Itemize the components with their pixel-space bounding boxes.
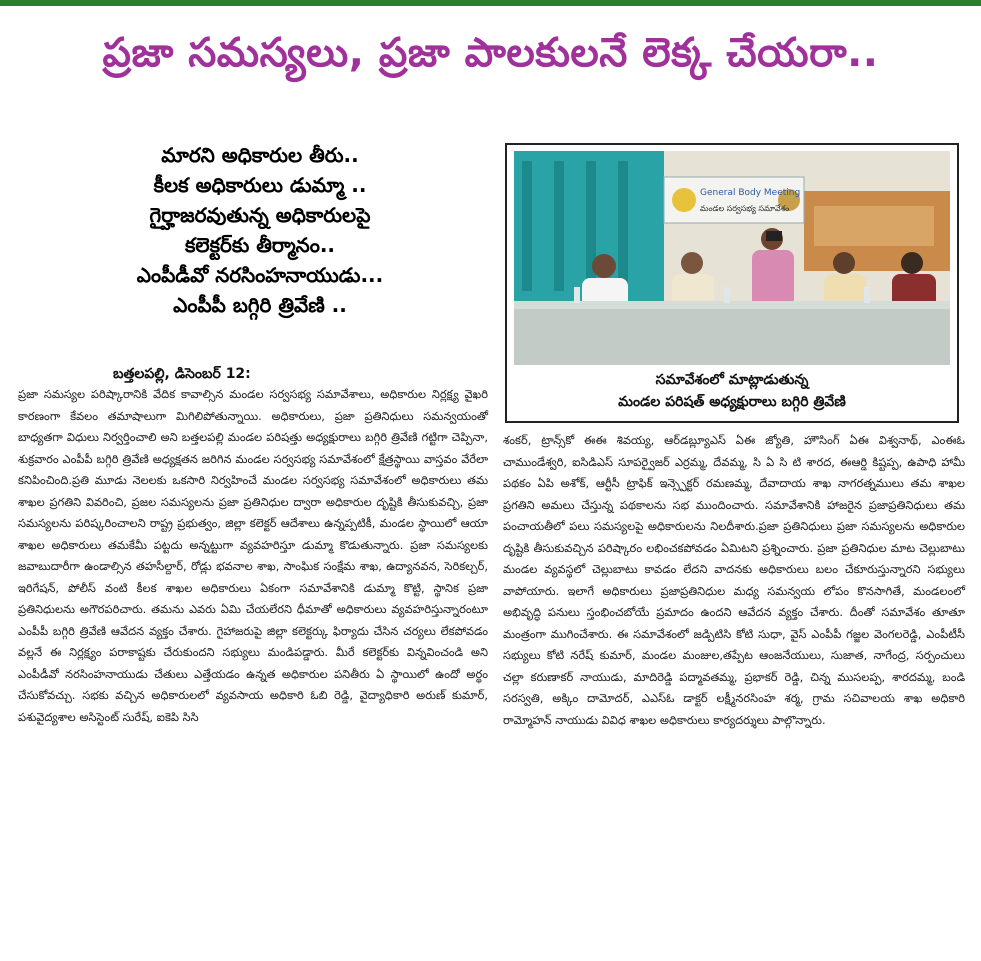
banner-title: General Body Meeting [700, 188, 801, 198]
right-column [503, 430, 965, 731]
article-body-right: శంకర్, ట్రాన్స్‌కో ఈఈ శివయ్య, ఆర్‌డబ్ల్యూఎస్ ఏఈ జ్యోతి, హౌసింగ్ ఏఈ విశ్వనాథ్, ఎంఈఓ చాముండేశ్వరి, ఐసిడిఎస్ సూపర్వైజర్ ఎర్రమ్మ, దేవమ్మ, సి ఏ సి టి శారద, ఈఆర్డి కిష్టప్ప, ఉపాధి హామీ పథకం ఏపి అశోక్, ఆర్టీసీ ట్రాఫిక్ ఇన్స్పెక్టర్ రమణమ్మ, దేవాదాయ శాఖ నాగరత్నములు తమ శాఖల ప్రగతిని అమలు చేస్తున్న పథకాలను సభ ముందించారు. సమావేశానికి హాజరైన ప్రజాప్రతినిధులు తమ పంచాయతీలో పలు సమస్యలపై అధికారులను నిలదీశారు.ప్రజా ప్రతినిధులు ప్రజా సమస్యలను అధికారుల దృష్టికి తీసుకువచ్చిన పరిష్కారం లభించకపోవడం ఏమిటని ప్రశ్నించారు. ప్రజా ప్రతినిధుల మాట చెల్లుబాటు మండల వ్యవస్థలో చెల్లుబాటు కావడం లేదని వాదనకు అధికారులు బలం చేకూరుస్తున్నారని సభ్యులు వాపోయారు. ఇలాగే అధికారులు ప్రజాప్రతినిధుల మధ్య సమన్వయ లోపం కొనసాగితే, మండలంలో అభివృద్ధి పనులు స్తంభించబోయే ప్రమాదం ఉందని ఆవేదన వ్యక్తం చేశారు. దీంతో సమావేశం తూతూ మంత్రంగా ముగించేశారు. ఈ సమావేశంలో జడ్పిటిసి కోటి సుధా, వైస్ ఎంపీపీ గజ్జల వెంగలరెడ్డి, ఎంపీటీసీ సభ్యులు కోటి నరేష్ కుమార్, మండల మంజుల,తప్పేట ఆంజనేయులు, సుజాత, నాగేంద్ర, సర్పంచులు చల్లా కరుణాకర్ నాయుడు, మాదిరెడ్డి పద్మావతమ్మ, ప్రభాకర్ రెడ్డి, చిన్న ముసలప్ప, శారదమ్మ, బండి సరస్వతి, అక్కిం దామోదర్, ఎఎస్ఓ డాక్టర్ లక్ష్మీనరసింహ శర్మ, గ్రామ సచివాలయ శాఖ అధికారి రామ్మోహన్ నాయుడు వివిధ శాఖల అధికారులు కార్యదర్శులు పాల్గొన్నారు. [503, 433, 965, 727]
subheadline: కలెక్టర్‌కు తీర్మానం.. [184, 233, 336, 257]
subheadline-block [40, 140, 480, 320]
subheadline: ఎంపీపీ బగ్గిరి త్రివేణి .. [173, 293, 347, 317]
caption-line: మండల పరిషత్ అధ్యక్షురాలు బగ్గిరి త్రివేణి [618, 394, 846, 410]
left-column [18, 365, 488, 728]
subheadline: కీలక అధికారులు డుమ్మా .. [153, 173, 367, 197]
top-green-bar [0, 0, 981, 6]
photo-caption [507, 369, 957, 413]
article-body-left: ప్రజా సమస్యల పరిష్కారానికి వేదిక కావాల్సిన మండల సర్వసభ్య సమావేశాలు, అధికారుల నిర్లక్ష్య వైఖరి కారణంగా కేవలం తమాషాలుగా మిగిలిపోతున్నాయి. అధికారులు, ప్రజా ప్రతినిధులు సమన్వయంతో బాధ్యతగా విధులు నిర్వర్తించాలి అని బత్తలపల్లి మండల పరిషత్తు అధ్యక్షురాలు బగ్గిరి త్రివేణి గట్టిగా చెప్పినా, శుక్రవారం ఎంపీపీ బగ్గిరి త్రివేణి అధ్యక్షతన జరిగిన మండల సర్వసభ్య సమావేశంలో క్షేత్రస్థాయి వాస్తవం వేరేలా కనిపించింది.ప్రతి మూడు నెలలకు ఒకసారి నిర్వహించే మండల సర్వసభ్య సమావేశంలో అధికారులు తమ శాఖల ప్రగతిని వివరించి, ప్రజల సమస్యలను ప్రజా ప్రతినిధుల ద్వారా అధికారుల దృష్టికి తీసుకువచ్చి, ప్రజా సమస్యలను పరిష్కరించాలని రాష్ట్ర ప్రభుత్వం, జిల్లా కలెక్టర్ ఆదేశాలు ఉన్నప్పటికీ, మండల స్థాయిలో ఆయా శాఖల అధికారులు తమకేమీ పట్టదు అన్నట్టుగా వ్యవహరిస్తూ డుమ్మా కొడుతున్నారు. ప్రజా సమస్యలకు జవాబుదారీగా ఉండాల్సిన తహసీల్దార్, రోడ్లు భవనాల శాఖ, సాంఘిక సంక్షేమ శాఖ, ఉద్యానవన, సెరికల్చర్, ఇరిగేషన్, పోలీస్ వంటి కీలక శాఖల అధికారులు ఏకంగా సమావేశానికి డుమ్మా కొట్టి, స్థానిక ప్రజా ప్రతినిధులను అగౌరపరిచారు. తమను ఎవరు ఏమి చేయలేరని ధీమాతో అధికారులు వ్యవహరిస్తున్నారంటూ ఎంపీపీ బగ్గిరి త్రివేణి ఆవేదన వ్యక్తం చేశారు. గైహాజరుపై జిల్లా కలెక్టర్కు ఫిర్యాదు చేసిన చర్యలు లేకపోవడం వల్లనే ఈ నిర్లక్ష్యం పరాకాష్టకు చేరుకుందని సభ్యులు మండిపడ్డారు. మీరే కలెక్టర్‌కు విన్నవించండి అని ఎంపీడీవో నరసింహనాయుడు చేతులు ఎత్తేయడం ఉన్నత అధికారుల పనితీరు ఏ స్థాయిలో ఉందో అర్థం చేసుకోవచ్చు. సభకు వచ్చిన అధికారులలో వ్యవసాయ అధికారి ఓబి రెడ్డి, వైద్యాధికారి అరుణ్ కుమార్, పశువైద్యశాల అసిస్టెంట్ సురేష్, ఐకెపి సిసి [18, 387, 488, 724]
photo-frame [505, 143, 959, 423]
headline: ప్రజా సమస్యలు, ప్రజా పాలకులనే లెక్క చేయరా.. [102, 30, 879, 76]
subheadline: ఎంపీడీవో నరసింహనాయుడు... [136, 263, 384, 287]
dateline: బత్తలపల్లి, డిసెంబర్ 12: [113, 366, 251, 382]
subheadline: గైర్హాజరవుతున్న అధికారులపై [149, 203, 371, 227]
banner-subtitle: మండల సర్వసభ్య సమావేశం [700, 204, 790, 213]
meeting-photo-illustration [514, 151, 950, 365]
caption-line: సమావేశంలో మాట్లాడుతున్న [655, 372, 809, 388]
meeting-photo [514, 151, 950, 365]
subheadline: మారని అధికారుల తీరు.. [161, 143, 359, 167]
